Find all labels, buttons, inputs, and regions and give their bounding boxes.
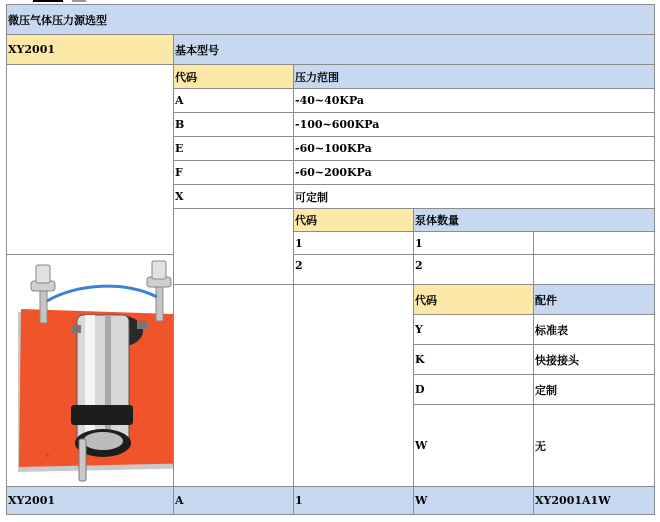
blank-cell: [7, 65, 174, 255]
accessory-name-header: 配件: [534, 285, 655, 315]
blank-cell: [534, 232, 655, 255]
accessory-code: K: [414, 345, 534, 375]
accessory-code: W: [414, 405, 534, 487]
pump-count: 1: [414, 232, 534, 255]
blank-cell: [294, 285, 414, 487]
example-accessory: W: [414, 487, 534, 515]
pump-code-header: 代码: [294, 209, 414, 232]
pressure-range: -100~600KPa: [294, 113, 655, 137]
pressure-code: F: [174, 161, 294, 185]
example-pump: 1: [294, 487, 414, 515]
example-full-code: XY2001A1W: [534, 487, 655, 515]
pressure-range: -60~100KPa: [294, 137, 655, 161]
pressure-range: -60~200KPa: [294, 161, 655, 185]
pressure-code: A: [174, 89, 294, 113]
example-pressure: A: [174, 487, 294, 515]
blank-cell: [174, 209, 294, 255]
pump-code: 2: [294, 255, 414, 285]
example-model: XY2001: [7, 487, 174, 515]
pressure-code: X: [174, 185, 294, 209]
accessory-name: 定制: [534, 375, 655, 405]
accessory-code-header: 代码: [414, 285, 534, 315]
model-label: 基本型号: [174, 35, 655, 65]
pressure-source-photo: [7, 255, 173, 486]
top-mark: [72, 0, 86, 2]
pressure-range: 可定制: [294, 185, 655, 209]
pump-count-header: 泵体数量: [414, 209, 655, 232]
blank-cell: [174, 285, 294, 487]
pressure-code-header: 代码: [174, 65, 294, 89]
table-title: 微压气体压力源选型: [7, 5, 655, 35]
model-code: XY2001: [7, 35, 174, 65]
product-photo-cell: [7, 255, 174, 487]
blank-cell: [174, 255, 294, 285]
blank-cell: [534, 255, 655, 285]
pressure-range-header: 压力范围: [294, 65, 655, 89]
accessory-name: 快接接头: [534, 345, 655, 375]
accessory-name: 无: [534, 405, 655, 487]
pressure-range: -40~40KPa: [294, 89, 655, 113]
pressure-code: B: [174, 113, 294, 137]
pressure-code: E: [174, 137, 294, 161]
accessory-code: D: [414, 375, 534, 405]
selection-table: [6, 4, 655, 515]
accessory-code: Y: [414, 315, 534, 345]
pump-count: 2: [414, 255, 534, 285]
pump-code: 1: [294, 232, 414, 255]
accessory-name: 标准表: [534, 315, 655, 345]
top-rule: [33, 0, 63, 2]
